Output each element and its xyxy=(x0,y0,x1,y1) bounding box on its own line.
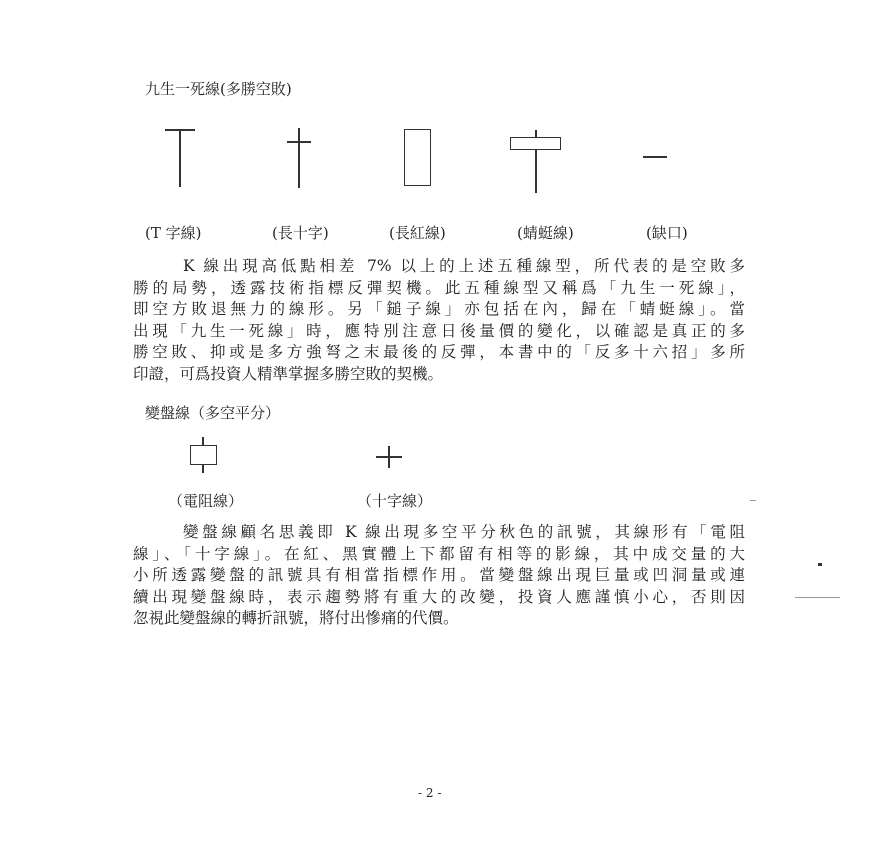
paragraph-line: 線」、「十字線」。在紅、黑實體上下都留有相等的影線，其中成交量的大 xyxy=(133,544,745,563)
paragraph-line: 續出現變盤線時，表示趨勢將有重大的改變，投資人應謹慎小心，否則因 xyxy=(133,587,745,606)
label-resistance: （電阻線） xyxy=(168,492,244,510)
label-doji: （十字線） xyxy=(357,492,433,510)
scan-speck xyxy=(818,563,822,566)
scan-speck xyxy=(750,500,756,501)
paragraph-line: K 線出現高低點相差 7% 以上的上述五種線型，所代表的是空敗多 xyxy=(183,257,745,275)
paragraph-line: 勝的局勢，透露技術指標反彈契機。此五種線型又稱爲「九生一死線」， xyxy=(133,278,745,297)
page-number: - 2 - xyxy=(418,786,442,800)
paragraph-nine-life xyxy=(133,256,745,385)
paragraph-line: 出現「九生一死線」時，應特別注意日後量價的變化，以確認是真正的多 xyxy=(133,321,745,340)
paragraph-line: 印證，可爲投資人精準掌握多勝空敗的契機。 xyxy=(133,364,444,383)
label-t-line: (T 字線) xyxy=(145,224,202,242)
section-title-reversal: 變盤線（多空平分） xyxy=(145,404,281,422)
section-title-nine-life: 九生一死線(多勝空敗) xyxy=(145,80,292,98)
label-gap: (缺口) xyxy=(646,224,688,242)
paragraph-reversal xyxy=(133,522,745,630)
label-long-cross: (長十字) xyxy=(272,224,329,242)
paragraph-line: 忽視此變盤線的轉折訊號，將付出慘痛的代價。 xyxy=(133,609,459,627)
paragraph-line: 小所透露變盤的訊號具有相當指標作用。當變盤線出現巨量或凹洞量或連 xyxy=(133,566,745,584)
label-long-red: (長紅線) xyxy=(389,224,446,242)
scan-speck xyxy=(795,597,840,598)
paragraph-line: 變盤線顧名思義即 K 線出現多空平分秋色的訊號，其線形有「電阻 xyxy=(183,523,745,541)
paragraph-line: 勝空敗、抑或是多方強弩之末最後的反彈，本書中的「反多十六招」多所 xyxy=(133,343,745,361)
label-dragonfly: (蜻蜓線) xyxy=(517,224,574,242)
paragraph-line: 即空方敗退無力的線形。另「鎚子線」亦包括在內，歸在「蜻蜓線」。當 xyxy=(133,300,745,318)
